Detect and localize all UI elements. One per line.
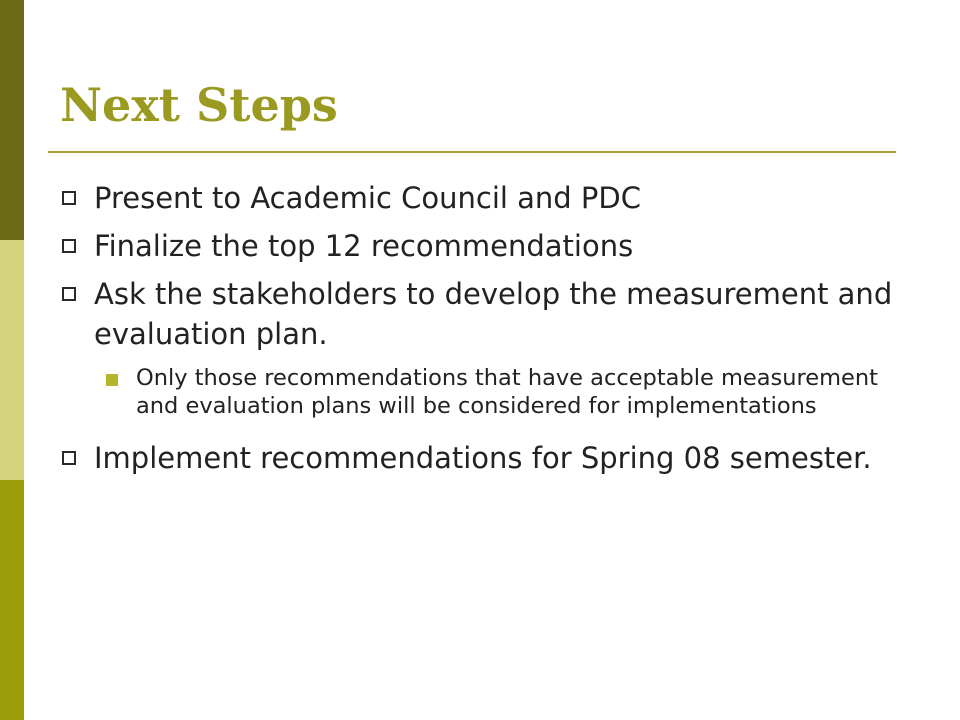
bullet-item [62,226,922,266]
title-underline [48,151,896,153]
hollow-square-bullet-icon [62,287,76,301]
bullet-text: Present to Academic Council and PDC [94,181,641,215]
sidebar-bar-middle [0,240,24,480]
bullet-item [62,274,922,354]
sub-bullet-text: Only those recommendations that have acceptable measurement and evaluation plans will be considered for implementations [136,365,878,419]
hollow-square-bullet-icon [62,191,76,205]
hollow-square-bullet-icon [62,451,76,465]
bullet-text: Ask the stakeholders to develop the measurement and evaluation plan. [94,277,893,351]
bullet-list [62,178,922,486]
bullet-text: Implement recommendations for Spring 08 semester. [94,441,872,475]
slide-title: Next Steps [60,78,338,132]
sidebar-bar-bottom [0,480,24,720]
hollow-square-bullet-icon [62,239,76,253]
sidebar-bar-top [0,0,24,240]
bullet-text: Finalize the top 12 recommendations [94,229,634,263]
sub-bullet-item [106,364,922,420]
bullet-item [62,178,922,218]
filled-square-bullet-icon [106,374,118,386]
bullet-item [62,438,922,478]
